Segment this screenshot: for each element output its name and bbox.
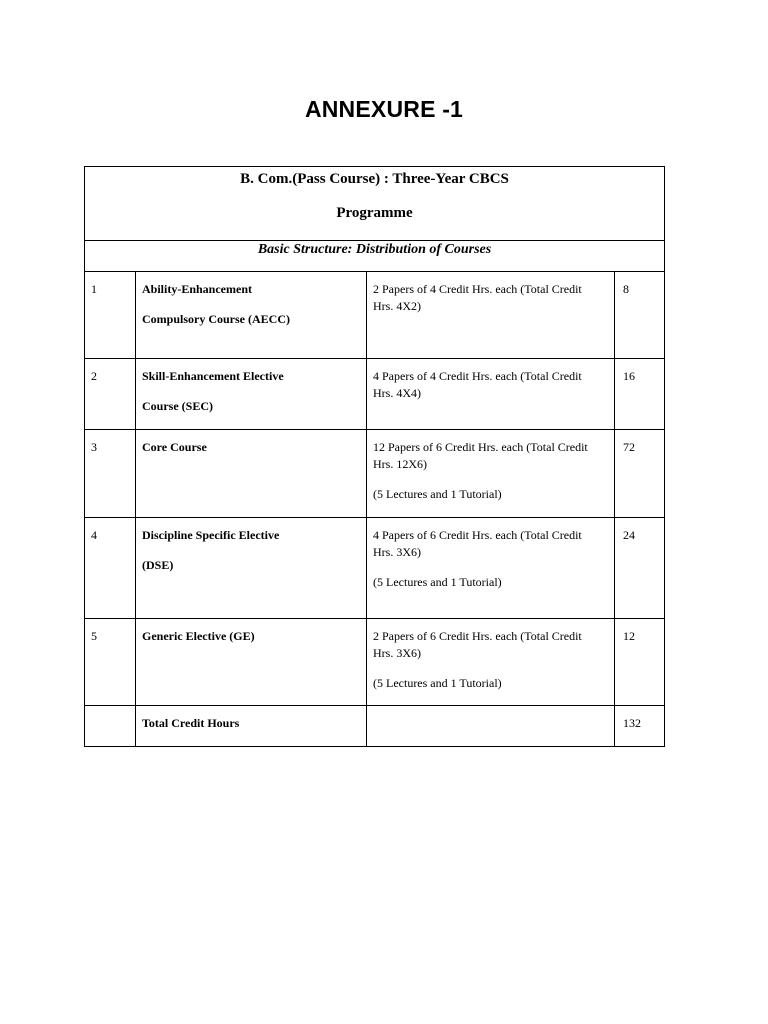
course-name-line2: (DSE) xyxy=(142,558,174,572)
total-value: 132 xyxy=(615,706,665,747)
course-name xyxy=(136,359,367,430)
course-description xyxy=(367,619,615,706)
total-label: Total Credit Hours xyxy=(136,706,367,747)
row-number: 4 xyxy=(85,518,136,619)
table-subtitle xyxy=(85,241,665,272)
course-name xyxy=(136,272,367,359)
total-row-number xyxy=(85,706,136,747)
description-line2: Hrs. 3X6) xyxy=(373,646,421,660)
course-name xyxy=(136,430,367,518)
credit-value: 24 xyxy=(615,518,665,619)
table-row xyxy=(85,518,665,619)
description-line1: 2 Papers of 6 Credit Hrs. each (Total Credit xyxy=(373,629,582,643)
course-description xyxy=(367,272,615,359)
row-number: 3 xyxy=(85,430,136,518)
course-name-line1: Discipline Specific Elective xyxy=(142,528,280,542)
description-line2: Hrs. 12X6) xyxy=(373,457,427,471)
table-row xyxy=(85,359,665,430)
description-note: (5 Lectures and 1 Tutorial) xyxy=(373,575,502,589)
row-number: 5 xyxy=(85,619,136,706)
course-name xyxy=(136,518,367,619)
page-heading: ANNEXURE -1 xyxy=(304,96,464,122)
course-name-line2: Course (SEC) xyxy=(142,399,213,413)
description-note: (5 Lectures and 1 Tutorial) xyxy=(373,676,502,690)
table-subtitle-text: Basic Structure: Distribution of Courses xyxy=(257,242,492,257)
description-line2: Hrs. 3X6) xyxy=(373,545,421,559)
credit-value: 12 xyxy=(615,619,665,706)
table-row xyxy=(85,272,665,359)
table-row xyxy=(85,430,665,518)
course-structure-table xyxy=(84,166,665,747)
description-line1: 12 Papers of 6 Credit Hrs. each (Total Credit xyxy=(373,440,588,454)
table-row xyxy=(85,619,665,706)
course-name-line1: Generic Elective (GE) xyxy=(142,629,255,643)
credit-value: 8 xyxy=(615,272,665,359)
credit-value: 72 xyxy=(615,430,665,518)
description-line2: Hrs. 4X4) xyxy=(373,386,421,400)
table-title-line2: Programme xyxy=(336,205,413,221)
row-number: 1 xyxy=(85,272,136,359)
row-number: 2 xyxy=(85,359,136,430)
credit-value: 16 xyxy=(615,359,665,430)
course-name-line1: Skill-Enhancement Elective xyxy=(142,369,284,383)
course-name-line1: Ability-Enhancement xyxy=(142,282,253,296)
description-line1: 4 Papers of 4 Credit Hrs. each (Total Credit xyxy=(373,369,582,383)
total-description xyxy=(367,706,615,747)
description-line1: 4 Papers of 6 Credit Hrs. each (Total Credit xyxy=(373,528,582,542)
table-title xyxy=(85,167,665,241)
course-description xyxy=(367,359,615,430)
course-description xyxy=(367,518,615,619)
table-title-line1: B. Com.(Pass Course) : Three-Year CBCS xyxy=(240,171,509,187)
course-description xyxy=(367,430,615,518)
description-line2: Hrs. 4X2) xyxy=(373,299,421,313)
course-name-line2: Compulsory Course (AECC) xyxy=(142,312,290,326)
course-name xyxy=(136,619,367,706)
course-name-line1: Core Course xyxy=(142,440,207,454)
description-note: (5 Lectures and 1 Tutorial) xyxy=(373,487,502,501)
total-row xyxy=(85,706,665,747)
description-line1: 2 Papers of 4 Credit Hrs. each (Total Credit xyxy=(373,282,582,296)
